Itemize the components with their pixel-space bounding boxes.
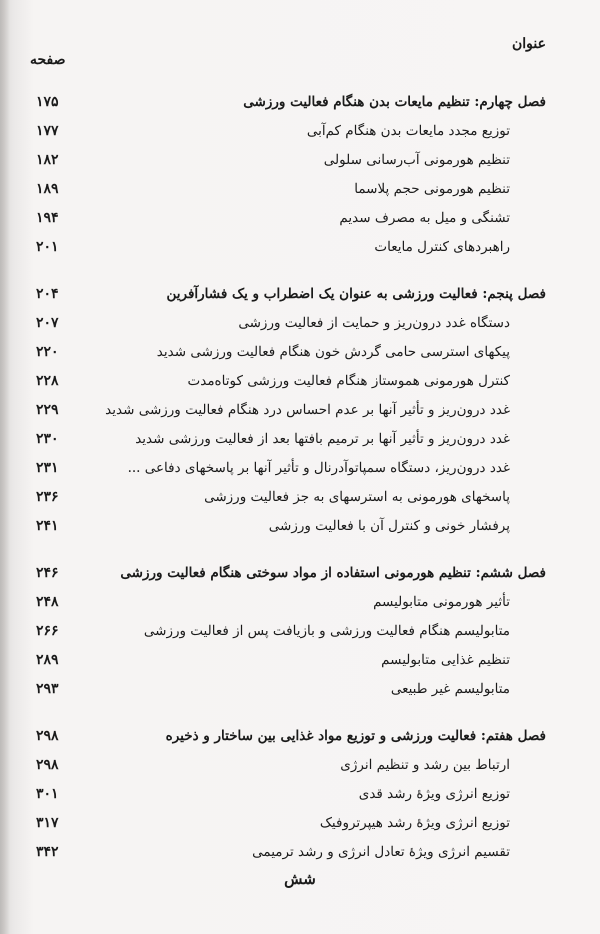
toc-entry-page-number: ۲۰۷ <box>36 315 59 331</box>
toc-entry-page-number: ۲۳۶ <box>36 489 59 505</box>
page-footer-number: شش <box>284 870 316 888</box>
page-column-header: صفحه <box>30 52 66 68</box>
toc-entry-page-number: ۲۴۸ <box>36 594 59 610</box>
toc-entry-page-number: ۱۸۹ <box>36 181 59 197</box>
toc-entry-page-number: ۲۲۹ <box>36 402 59 418</box>
toc-entry-row <box>30 338 546 367</box>
toc-entry-row <box>30 204 546 233</box>
toc-entry-row <box>30 838 546 867</box>
chapter-spacer <box>30 262 546 280</box>
chapter-heading-row <box>30 88 546 117</box>
toc-entry-row <box>30 233 546 262</box>
toc-entry-row <box>30 512 546 541</box>
toc-entry-title: متابولیسم هنگام فعالیت ورزشی و بازیافت پس از فعالیت ورزشی <box>143 623 510 639</box>
chapter-title: فصل پنجم: فعالیت ورزشی به عنوان یک اضطراب و یک فشارآفرین <box>166 286 546 302</box>
toc-entry-page-number: ۳۱۷ <box>36 815 59 831</box>
chapter-heading-row <box>30 280 546 309</box>
toc-entry-row <box>30 309 546 338</box>
toc-entry-page-number: ۳۴۲ <box>36 844 59 860</box>
chapter-heading-row <box>30 722 546 751</box>
toc-entry-title: غدد درون‌ریز و تأثیر آنها بر ترمیم بافتها بعد از فعالیت ورزشی شدید <box>135 431 510 447</box>
toc-entry-page-number: ۲۶۶ <box>36 623 59 639</box>
toc-entry-row <box>30 646 546 675</box>
toc-entry-title: غدد درون‌ریز، دستگاه سمپاتوآدرنال و تأثیر آنها بر پاسخهای دفاعی ... <box>127 460 510 476</box>
toc-chapter <box>30 722 546 867</box>
toc-entry-row <box>30 367 546 396</box>
toc-entry-page-number: ۱۹۴ <box>36 210 59 226</box>
chapter-title: فصل ششم: تنظیم هورمونی استفاده از مواد سوختی هنگام فعالیت ورزشی <box>120 565 546 581</box>
toc-entry-row <box>30 454 546 483</box>
toc-entry-title: متابولیسم غیر طبیعی <box>390 681 510 697</box>
toc-entry-page-number: ۲۲۰ <box>36 344 59 360</box>
toc-entry-title: تشنگی و میل به مصرف سدیم <box>339 210 510 226</box>
toc-entry-row <box>30 780 546 809</box>
toc-entry-title: توزیع انرژی ویژهٔ رشد قدی <box>358 786 510 802</box>
chapter-page-number: ۲۰۴ <box>36 286 59 302</box>
toc-entry-title: پیکهای استرسی حامی گردش خون هنگام فعالیت ورزشی شدید <box>156 344 510 360</box>
toc-entry-row <box>30 117 546 146</box>
toc-entry-title: پرفشار خونی و کنترل آن با فعالیت ورزشی <box>268 518 510 534</box>
toc-entry-title: توزیع انرژی ویژهٔ رشد هیپرتروفیک <box>319 815 510 831</box>
toc-entry-title: تأثیر هورمونی متابولیسم <box>373 594 510 610</box>
toc-entry-page-number: ۲۳۱ <box>36 460 59 476</box>
toc-entry-title: ارتباط بین رشد و تنظیم انرژی <box>340 757 510 773</box>
toc-entry-page-number: ۱۷۷ <box>36 123 59 139</box>
toc-entry-title: راهبردهای کنترل مایعات <box>374 239 510 255</box>
toc-entry-title: تنظیم هورمونی حجم پلاسما <box>354 181 510 197</box>
toc-entry-row <box>30 396 546 425</box>
toc-entry-page-number: ۲۳۰ <box>36 431 59 447</box>
chapter-page-number: ۱۷۵ <box>36 94 59 110</box>
toc-entry-page-number: ۳۰۱ <box>36 786 59 802</box>
title-column-header: عنوان <box>512 36 546 52</box>
toc-entry-row <box>30 175 546 204</box>
toc-entry-title: تنظیم هورمونی آب‌رسانی سلولی <box>323 152 510 168</box>
chapter-heading-row <box>30 559 546 588</box>
toc-entry-row <box>30 588 546 617</box>
toc-entry-row <box>30 751 546 780</box>
toc-entry-title: توزیع مجدد مایعات بدن هنگام کم‌آبی <box>306 123 510 139</box>
toc-entry-title: غدد درون‌ریز و تأثیر آنها بر عدم احساس درد هنگام فعالیت ورزشی شدید <box>105 402 510 418</box>
chapter-title: فصل چهارم: تنظیم مایعات بدن هنگام فعالیت ورزشی <box>243 94 546 110</box>
toc-chapter <box>30 280 546 541</box>
toc-chapter <box>30 88 546 262</box>
toc-chapter <box>30 559 546 704</box>
chapter-spacer <box>30 704 546 722</box>
toc-entry-row <box>30 425 546 454</box>
toc-entry-row <box>30 146 546 175</box>
toc-entry-row <box>30 483 546 512</box>
chapter-page-number: ۲۴۶ <box>36 565 59 581</box>
toc-entry-page-number: ۲۹۸ <box>36 757 59 773</box>
toc-entry-title: پاسخهای هورمونی به استرسهای به جز فعالیت ورزشی <box>204 489 510 505</box>
toc-entry-page-number: ۲۲۸ <box>36 373 59 389</box>
toc-entry-row <box>30 617 546 646</box>
toc-entry-page-number: ۲۰۱ <box>36 239 59 255</box>
toc-entry-title: دستگاه غدد درون‌ریز و حمایت از فعالیت ورزشی <box>238 315 510 331</box>
toc-entry-title: کنترل هورمونی هموستاز هنگام فعالیت ورزشی کوتاه‌مدت <box>187 373 510 389</box>
chapter-title: فصل هفتم: فعالیت ورزشی و توزیع مواد غذایی بین ساختار و ذخیره <box>165 728 546 744</box>
binding-shadow <box>0 0 10 934</box>
toc-entry-page-number: ۱۸۲ <box>36 152 59 168</box>
table-of-contents <box>30 88 546 867</box>
toc-entry-row <box>30 675 546 704</box>
toc-entry-page-number: ۲۸۹ <box>36 652 59 668</box>
toc-entry-row <box>30 809 546 838</box>
toc-entry-page-number: ۲۹۳ <box>36 681 59 697</box>
toc-entry-title: تنظیم غذایی متابولیسم <box>381 652 510 668</box>
toc-entry-page-number: ۲۴۱ <box>36 518 59 534</box>
toc-entry-title: تقسیم انرژی ویژهٔ تعادل انرژی و رشد ترمیمی <box>252 844 510 860</box>
chapter-spacer <box>30 541 546 559</box>
chapter-page-number: ۲۹۸ <box>36 728 59 744</box>
